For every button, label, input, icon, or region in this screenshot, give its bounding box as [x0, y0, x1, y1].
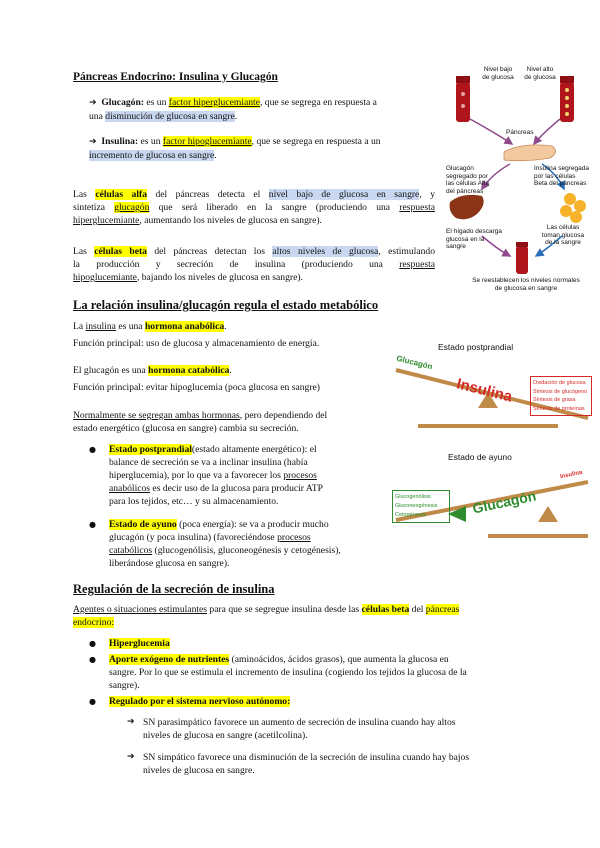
page-title: Páncreas Endocrino: Insulina y Glucagón: [73, 71, 278, 83]
ayuno-figure: [388, 452, 595, 544]
bullet-icon: ●: [89, 445, 96, 454]
arrow-icon: ➔: [127, 717, 135, 727]
low-glucose-tube: [456, 76, 470, 122]
label-pancreas: Páncreas: [506, 129, 534, 136]
glucagon-funcion: Función principal: evitar hipoglucemia (poca glucosa en sangre): [73, 382, 320, 393]
glucagon-definition: ➔ Glucagón: es un factor hiperglucemiante, que se segrega en respuesta a una disminución de glucosa en sangre.: [89, 97, 377, 122]
bullet-icon: ●: [89, 697, 96, 706]
glucagon-catabolica: El glucagón es una hormona catabólica.: [73, 365, 232, 376]
label-glucagon-secreted: Glucagón segregado por las células Alfa del páncreas: [446, 165, 489, 195]
bullet-postprandial: ● Estado postprandial(estado altamente energético): el balance de secreción se va a inclinar insulina (había hiperglucemia), por lo que va a favorecer los procesos anabólicos es decir uso de la glucosa para producir ATP para los tejidos, etc… y su almacenamiento.: [89, 444, 323, 507]
insulina-funcion: Función principal: uso de glucosa y almacenamiento de energía.: [73, 338, 320, 349]
alfa-paragraph: Las células alfa del páncreas detecta el nivel bajo de glucosa en sangre, y sintetiza glucagón que será liberado en la sangre (produciendo una respuesta hiperglucemiante, aumentando los niveles de glucosa en sangre).: [73, 189, 436, 226]
bullet-icon: ●: [89, 520, 96, 529]
bullet-ayuno: ● Estado de ayuno (poca energía): se va a producir mucho glucagón (y poca insulina) (favoreciéndose procesos catabólicos (glucogenólisis, gluconeogénesis y cetogénesis), liberándose glucosa en sangre).: [89, 519, 341, 569]
section-heading-relacion: La relación insulina/glucagón regula el estado metabólico: [73, 298, 379, 312]
normalmente-paragraph: Normalmente se segregan ambas hormonas, pero dependiendo del estado energético (glucosa en sangre) cambia su secreción.: [73, 410, 328, 434]
cells-shape: [560, 193, 586, 223]
section-heading-regulacion: Regulación de la secreción de insulina: [73, 582, 275, 596]
label-cells: Las células toman glucosa de la sangre: [541, 224, 585, 246]
insulina-anabolica: La insulina es una hormona anabólica.: [73, 321, 227, 332]
agentes-intro: Agentes o situaciones estimulantes para que se segregue insulina desde las células beta del páncreas endocrino:: [73, 604, 460, 628]
sub-parasimpatico: ➔ SN parasimpático favorece un aumento de secreción de insulina cuando hay altos niveles de glucosa en sangre (acetilcolina).: [127, 717, 456, 741]
bullet-icon: ●: [89, 639, 96, 648]
arrow-icon: ➔: [127, 752, 135, 762]
ayuno-glucagon-label: Glucagón: [471, 487, 538, 517]
arrow-icon: ➔: [89, 137, 97, 147]
bullet-hiperglucemia: ● Hiperglucemia: [89, 638, 170, 649]
bullet-icon: ●: [89, 655, 96, 664]
label-liver: El hígado descarga glucosa en la sangre: [446, 228, 503, 250]
postprandial-figure: [388, 342, 595, 440]
bullet-aporte: ● Aporte exógeno de nutrientes (aminoácidos, ácidos grasos), que aumenta la glucosa en sangre. Por lo que se estimula el incremento de insulina (cogiendo los tejidos la glucosa de la sangre).: [89, 654, 467, 691]
postprandial-insulina-label: Insulina: [454, 375, 514, 406]
arrow-icon: ➔: [89, 98, 97, 108]
label-restored: Se reestablecen los niveles normales de glucosa en sangre: [472, 277, 580, 292]
ayuno-list: Glucogenólisis Gluconeogénesis Cetogénesis: [392, 490, 450, 523]
normal-glucose-tube: [516, 246, 528, 274]
postprandial-title: Estado postprandial: [438, 342, 514, 352]
insulina-definition: ➔ Insulina: es un factor hipoglucemiante, que se segrega en respuesta a un incremento de glucosa en sangre.: [89, 136, 381, 161]
label-low-glucose: Nivel bajo de glucosa: [482, 66, 514, 81]
ayuno-insulina-label: Insulina: [559, 469, 584, 481]
ayuno-title: Estado de ayuno: [448, 452, 512, 462]
bullet-regulado: ● Regulado por el sistema nervioso autónomo:: [89, 696, 291, 707]
postprandial-list: Oxidación de glucosa Síntesis de glucógeno Síntesis de grasa Síntesis de proteínas: [530, 376, 592, 416]
sub-simpatico: ➔ SN simpático favorece una disminución de la secreción de insulina cuando hay bajos niveles de glucosa en sangre.: [127, 752, 470, 776]
postprandial-glucagon-label: Glucagón: [395, 353, 434, 372]
pancreas-shape: [504, 145, 556, 161]
label-insulin-secreted: Insulina segregada por las células Beta del páncreas: [534, 165, 589, 187]
liver-shape: [450, 195, 484, 219]
beta-paragraph: Las células beta del páncreas detectan los altos niveles de glucosa, estimulando la producción y secreción de insulina (produciendo una respuesta hipoglucemiante, bajando los niveles de glucosa en sangre).: [73, 246, 435, 283]
label-high-glucose: Nivel alto de glucosa: [524, 66, 556, 81]
high-glucose-tube: [560, 76, 574, 122]
